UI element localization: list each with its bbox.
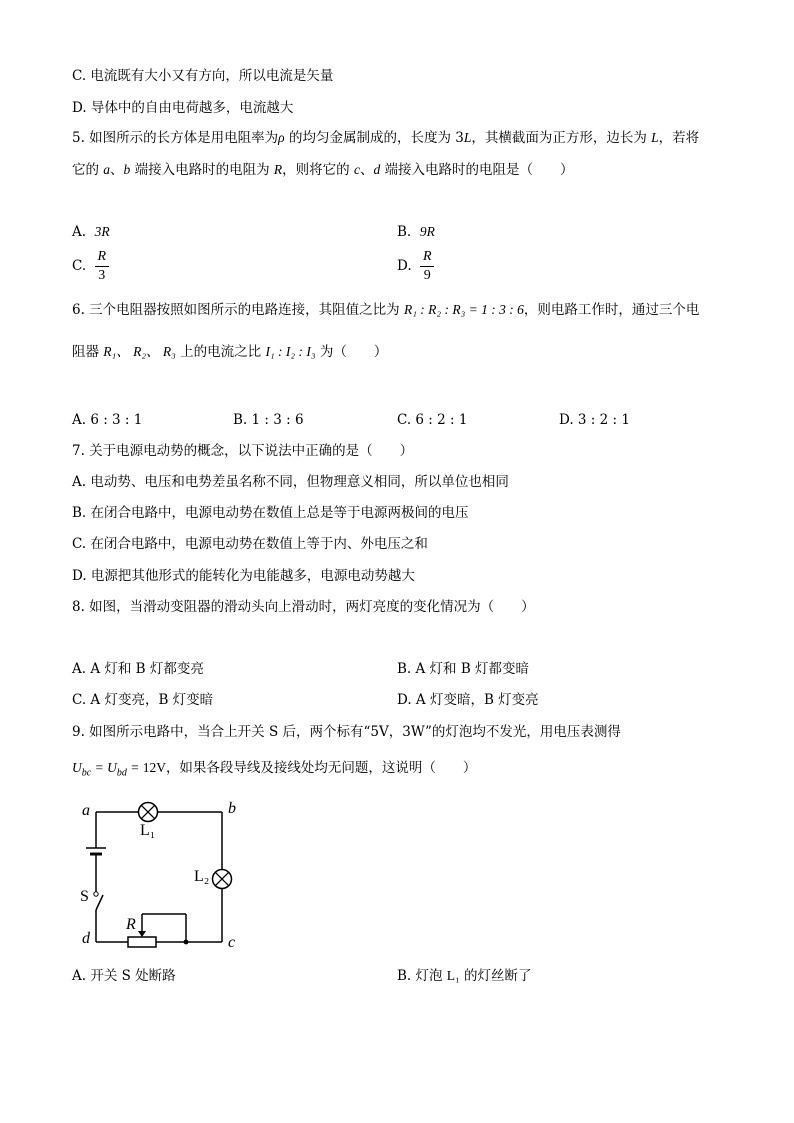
lamp-l2-icon <box>213 870 232 889</box>
circuit-label-l1: L₁ <box>140 822 156 839</box>
q5-option-c-fraction: $\frac{R}{3}$ <box>95 250 109 283</box>
circuit-label-d: d <box>82 930 90 947</box>
q6-option-d: D. 3 : 2 : 1 <box>559 412 630 428</box>
q4-option-d: D. 导体中的自由电荷越多，电流越大 <box>72 100 294 116</box>
circuit-label-r: R <box>126 916 136 933</box>
q6-option-a: A. 6 : 3 : 1 <box>72 412 143 428</box>
q6-stem-line1: 6. 三个电阻器按照如图所示的电路连接，其阻值之比为 R₁ : R₂ : R₃ = 1 : 3 : 6，则电路工作时，通过三个电 <box>72 302 700 318</box>
q8-option-c: C. A 灯变亮，B 灯变暗 <box>72 692 214 708</box>
q7-option-d: D. 电源把其他形式的能转化为电能越多，电源电动势越大 <box>72 568 415 584</box>
circuit-label-s: S <box>80 888 89 905</box>
q5-option-d: D. $\frac{R}{9}$ <box>397 250 434 283</box>
q6-stem-line2: 阻器 R₁、 R₂、 R₃ 上的电流之比 I₁ : I₂ : I₃ 为（ ） <box>72 344 388 360</box>
circuit-label-c: c <box>228 934 236 951</box>
q7-stem: 7. 关于电源电动势的概念，以下说法中正确的是（ ） <box>72 443 414 459</box>
q7-option-a: A. 电动势、电压和电势差虽名称不同，但物理意义相同，所以单位也相同 <box>72 474 509 490</box>
circuit-label-a: a <box>82 802 90 819</box>
circuit-label-b: b <box>228 800 236 817</box>
q6-option-c: C. 6 : 2 : 1 <box>397 412 468 428</box>
q5-stem-line1: 5. 如图所示的长方体是用电阻率为ρ 的均匀金属制成的，长度为 3L，其横截面为正方形，边长为 L，若将 <box>72 130 700 146</box>
circuit-label-l2: L₂ <box>194 868 210 885</box>
q5-option-c: C. $\frac{R}{3}$ <box>72 250 109 283</box>
q5-option-a: A. 3R <box>72 224 110 240</box>
q9-option-b: B. 灯泡 L₁ 的灯丝断了 <box>397 968 532 984</box>
q8-option-a: A. A 灯和 B 灯都变亮 <box>72 661 204 677</box>
q5-option-b: B. 9R <box>397 224 435 240</box>
q9-voltage-equation: $U_{bc} = U_{bd} = 12V$ <box>72 760 166 779</box>
q5-stem-line2: 它的 a、b 端接入电路时的电阻为 R，则将它的 c、d 端接入电路时的电阻是（ ） <box>72 162 574 178</box>
q5-option-d-fraction: $\frac{R}{9}$ <box>420 250 434 283</box>
q7-option-c: C. 在闭合电路中，电源电动势在数值上等于内、外电压之和 <box>72 536 428 552</box>
q4-option-c: C. 电流既有大小又有方向，所以电流是矢量 <box>72 68 334 84</box>
q9-stem-line1: 9. 如图所示电路中，当合上开关 S 后，两个标有“5V，3W”的灯泡均不发光，用电压表测得 <box>72 724 621 740</box>
q9-stem-line2: $U_{bc} = U_{bd} = 12V$，如果各段导线及接线处均无问题，这说明（ ） <box>72 760 477 779</box>
q6-option-b: B. 1 : 3 : 6 <box>233 412 304 428</box>
q8-stem: 8. 如图，当滑动变阻器的滑动头向上滑动时，两灯亮度的变化情况为（ ） <box>72 599 535 615</box>
q8-option-b: B. A 灯和 B 灯都变暗 <box>397 661 530 677</box>
q8-option-d: D. A 灯变暗，B 灯变亮 <box>397 692 539 708</box>
q9-option-a: A. 开关 S 处断路 <box>72 968 176 984</box>
q7-option-b: B. 在闭合电路中，电源电动势在数值上总是等于电源两极间的电压 <box>72 505 469 521</box>
lamp-l1-icon <box>139 803 158 822</box>
switch-icon <box>94 892 103 910</box>
